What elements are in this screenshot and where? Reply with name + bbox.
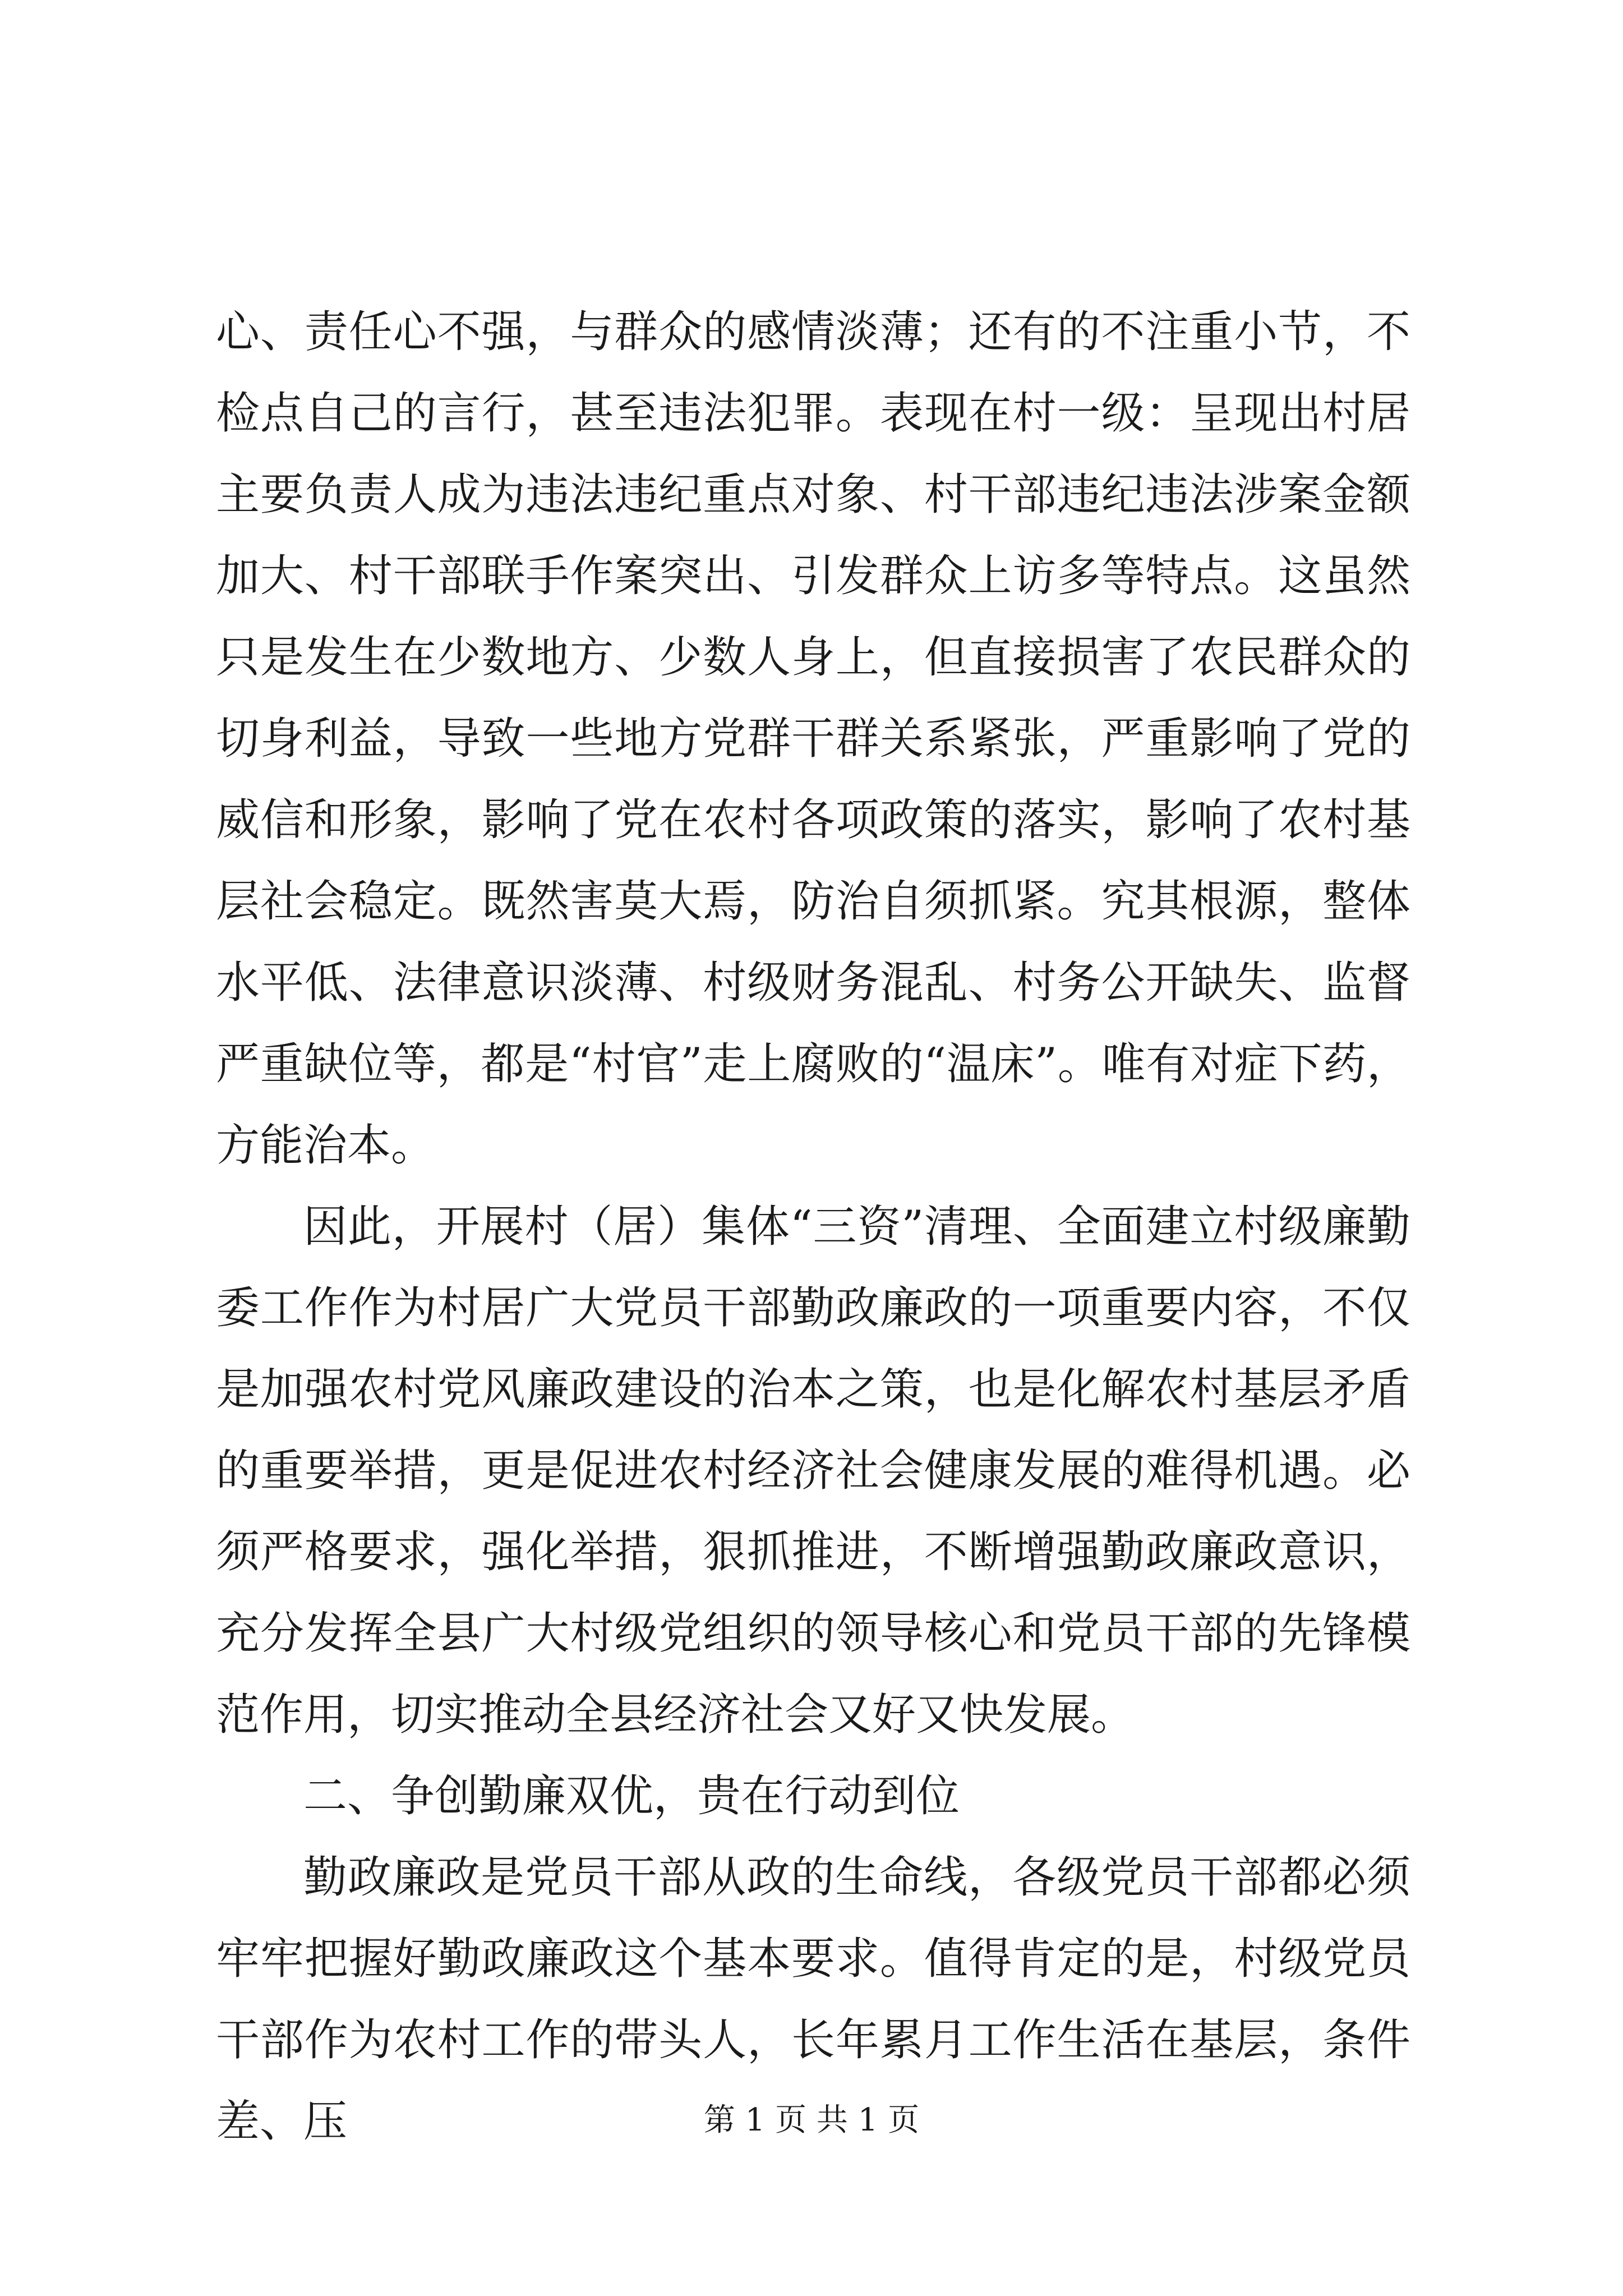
page-footer: 第 1 页 共 1 页 bbox=[703, 2102, 920, 2138]
section-heading: 二、争创勤廉双优，贵在行动到位 bbox=[303, 1771, 960, 1821]
document-body bbox=[216, 292, 1410, 2162]
paragraph-2: 因此，开展村（居）集体“三资”清理、全面建立村级廉勤委工作作为村居广大党员干部勤政廉政的一项重要内容，不仅是加强农村党风廉政建设的治本之策，也是化解农村基层矛盾的重要举措，更是促进农村经济社会健康发展的难得机遇。必须严格要求，强化举措，狠抓推进，不断增强勤政廉政意识，充分发挥全县广大村级党组织的领导核心和党员干部的先锋模范作用，切实推动全县经济社会又好又快发展。 bbox=[216, 1202, 1410, 1740]
paragraph-1: 心、责任心不强，与群众的感情淡薄；还有的不注重小节，不检点自己的言行，甚至违法犯罪。表现在村一级：呈现出村居主要负责人成为违法违纪重点对象、村干部违纪违法涉案金额加大、村干部联手作案突出、引发群众上访多等特点。这虽然只是发生在少数地方、少数人身上，但直接损害了农民群众的切身利益，导致一些地方党群干群关系紧张，严重影响了党的威信和形象，影响了党在农村各项政策的落实，影响了农村基层社会稳定。既然害莫大焉，防治自须抓紧。究其根源，整体水平低、法律意识淡薄、村级财务混乱、村务公开缺失、监督严重缺位等，都是“村官”走上腐败的“温床”。唯有对症下药，方能治本。 bbox=[216, 307, 1410, 1171]
paragraph-3: 勤政廉政是党员干部从政的生命线，各级党员干部都必须牢牢把握好勤政廉政这个基本要求。值得肯定的是，村级党员干部作为农村工作的带头人，长年累月工作生活在基层，条件差、压 bbox=[216, 1852, 1410, 2147]
